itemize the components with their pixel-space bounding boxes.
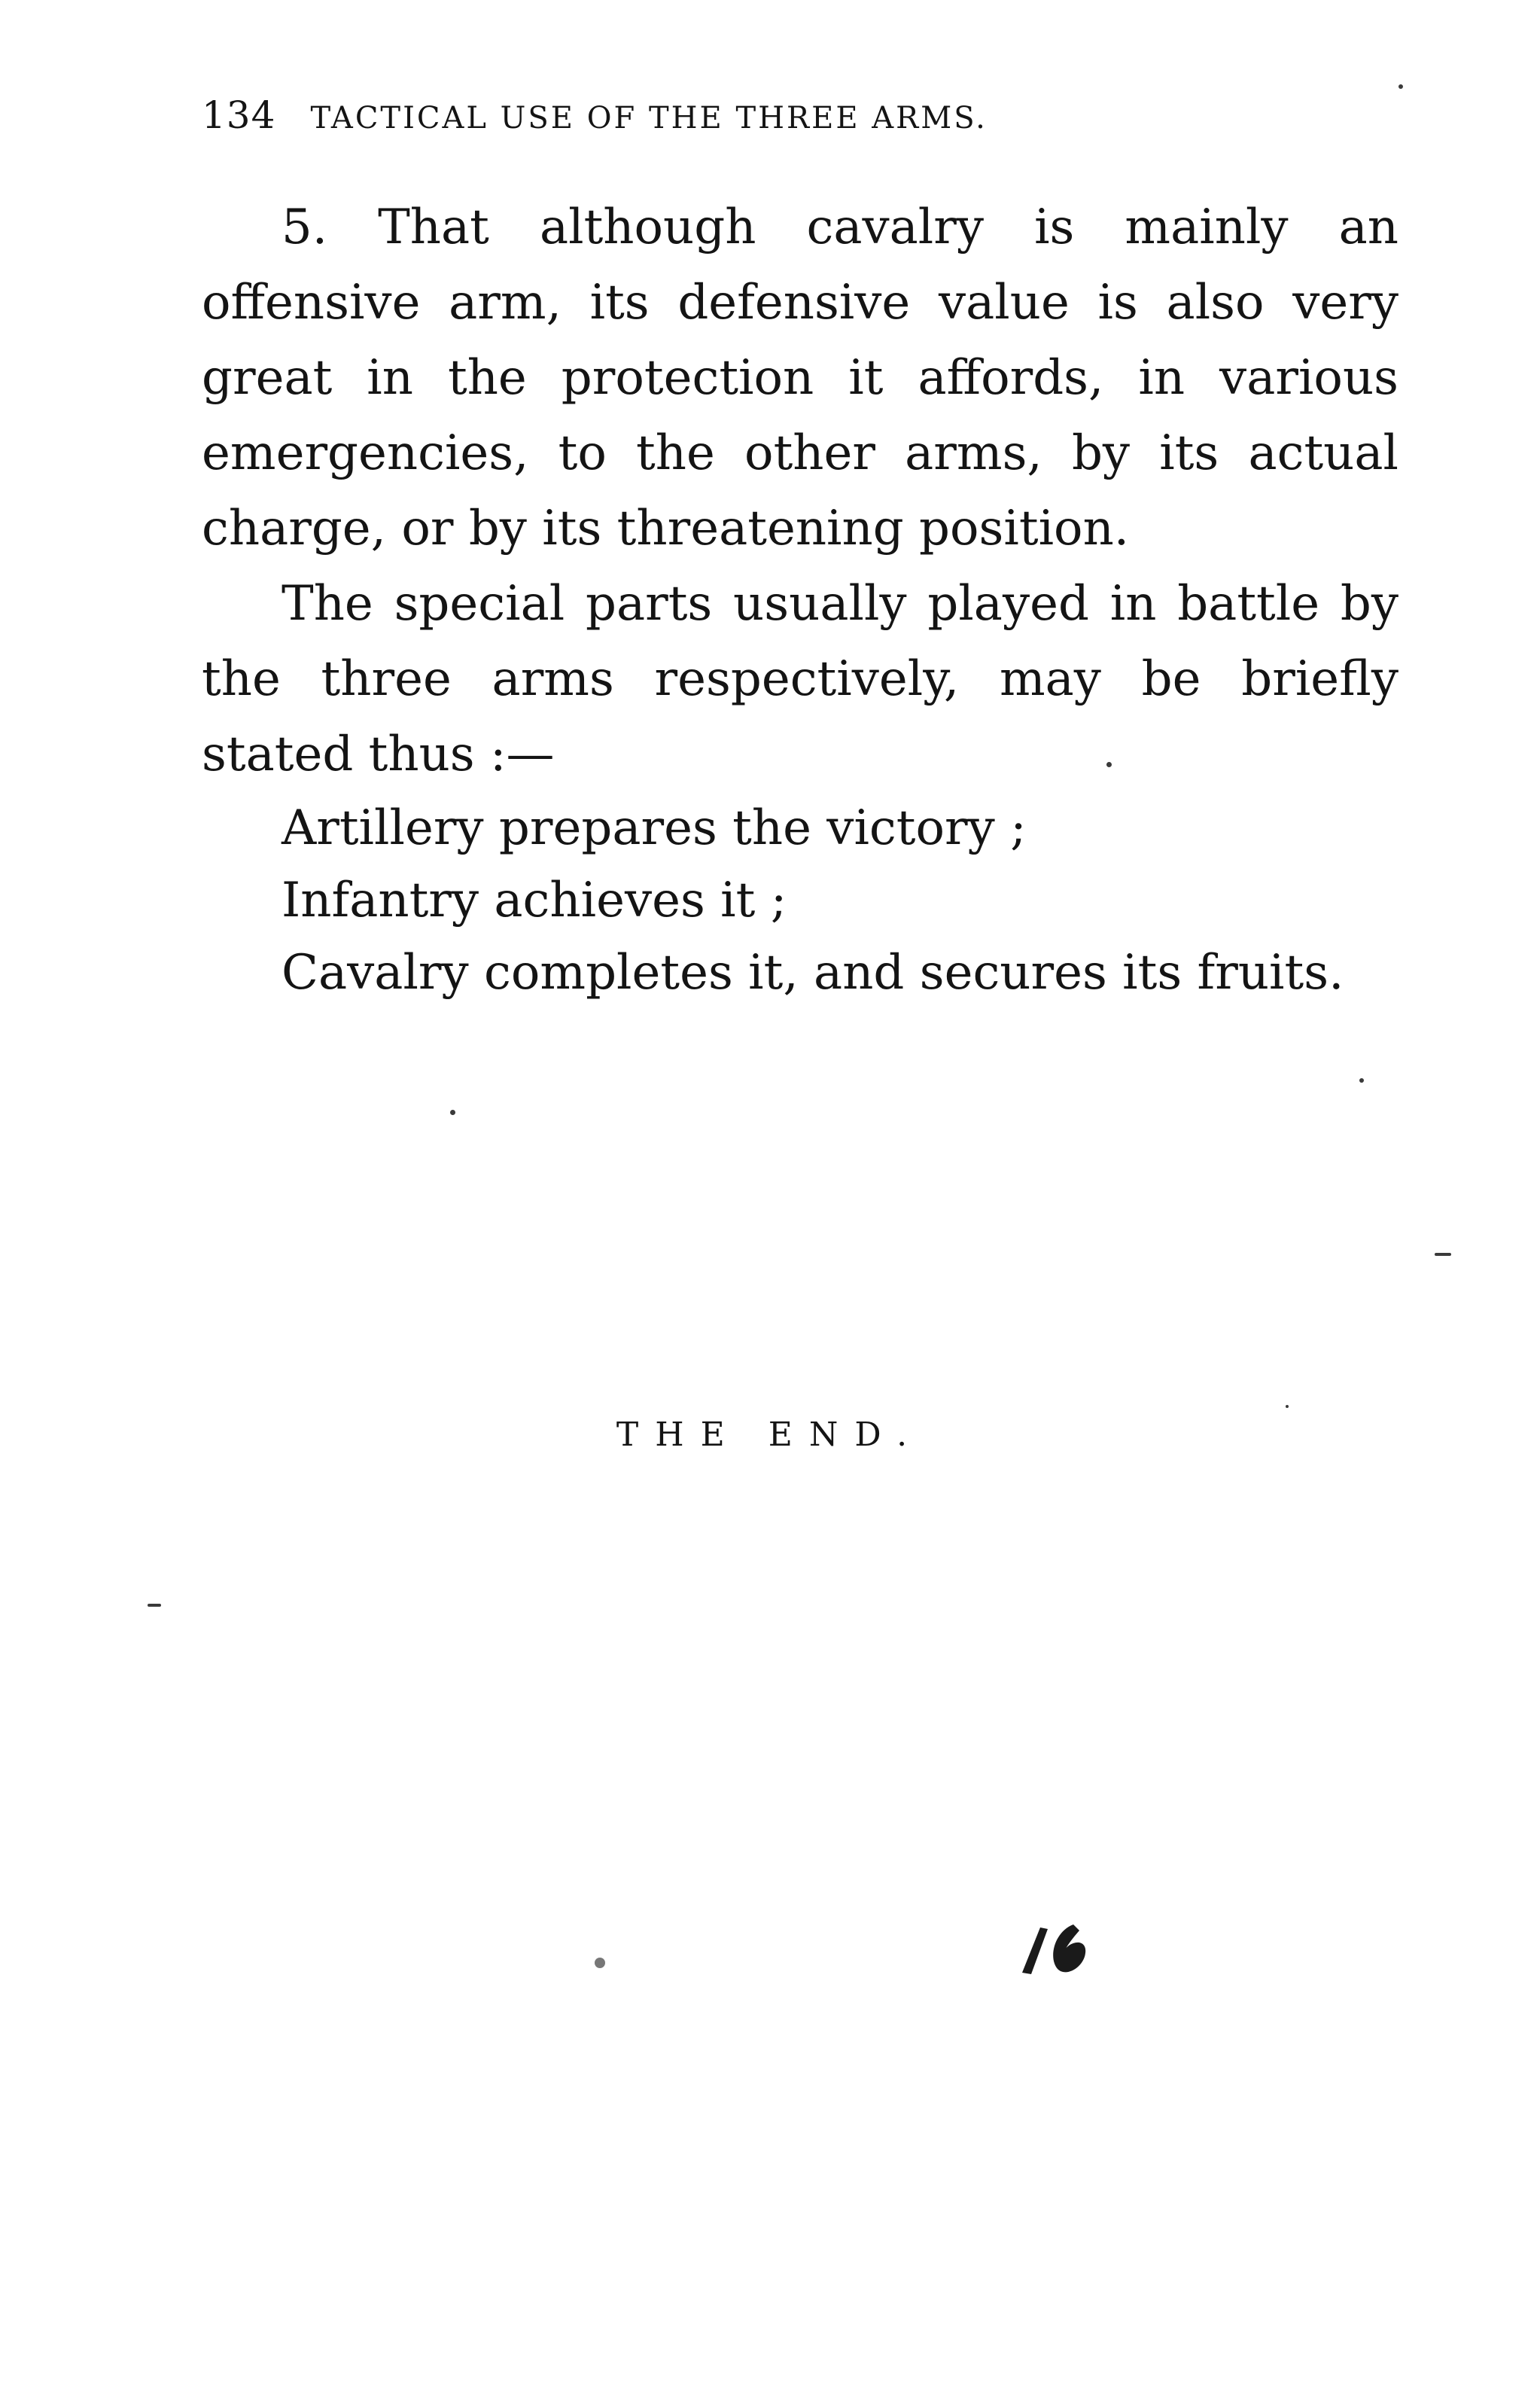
paper-speck xyxy=(1398,84,1403,89)
paper-speck xyxy=(148,1604,161,1607)
role-artillery: Artillery prepares the victory ; xyxy=(282,800,1027,856)
paper-speck xyxy=(1286,1405,1289,1408)
role-infantry: Infantry achieves it ; xyxy=(282,873,787,928)
paragraph-summary: The special parts usually played in battle by the three arms respectively, may be briefly stated thus :— xyxy=(202,576,1398,782)
paper-speck xyxy=(595,1958,605,1968)
paper-speck xyxy=(450,1110,455,1115)
running-title: TACTICAL USE OF THE THREE ARMS. xyxy=(310,101,988,136)
roles-list xyxy=(202,792,1398,1009)
the-end-label: THE END. xyxy=(616,1415,924,1454)
paper-speck xyxy=(1435,1253,1451,1256)
page-number: 134 xyxy=(202,93,276,137)
paper-speck xyxy=(1106,762,1112,767)
role-cavalry: Cavalry completes it, and secures its fruits. xyxy=(282,945,1344,1001)
handwritten-mark-10 xyxy=(1015,1914,1105,1982)
main-text xyxy=(202,190,1398,1009)
running-head xyxy=(202,89,1255,142)
paragraph-point-5: 5. That although cavalry is mainly an offensive arm, its defensive value is also very great in the protection it affords, in various emergencies, to the other arms, by its actual charge, or by its threatening position. xyxy=(202,200,1398,556)
paper-speck xyxy=(1359,1078,1364,1083)
